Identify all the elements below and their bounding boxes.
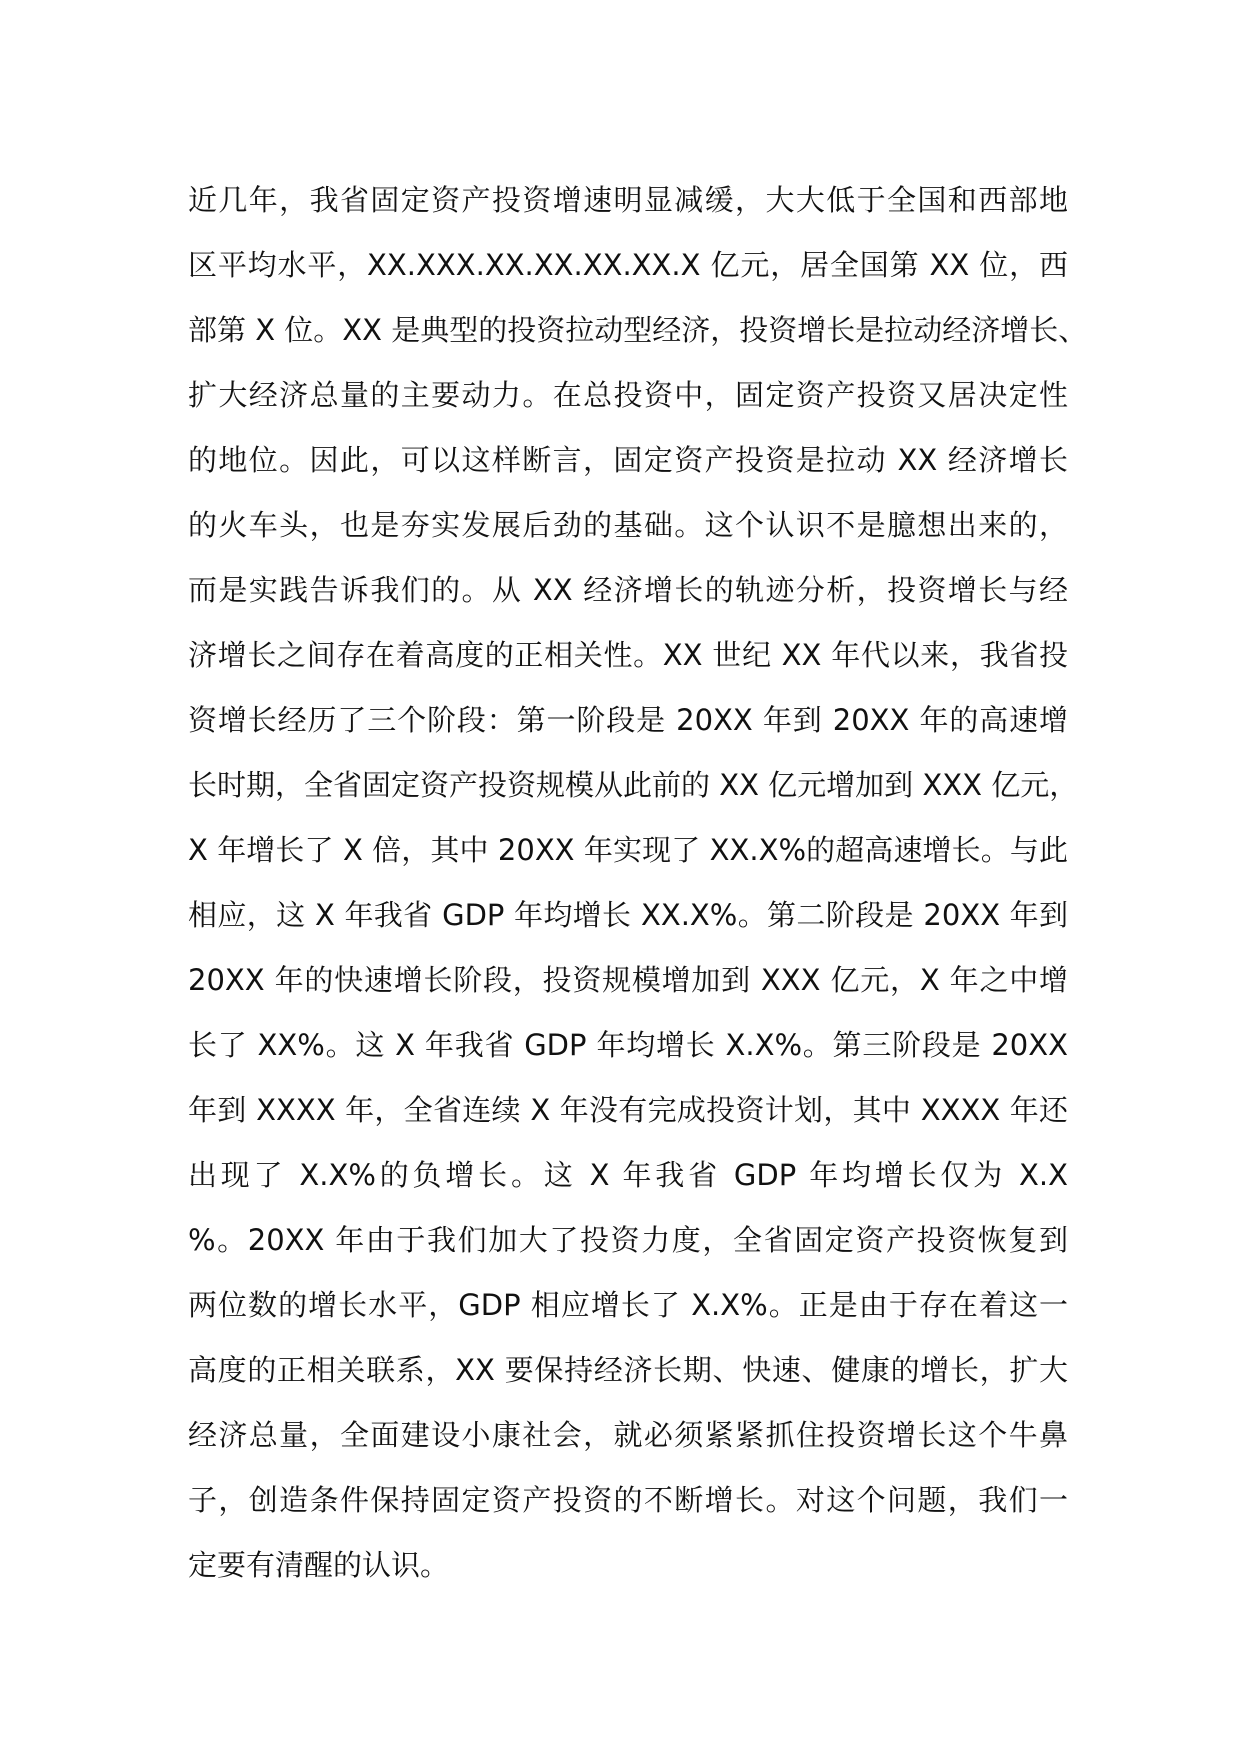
text-line: 出现了 X.X%的负增长。这 X 年我省 GDP 年均增长仅为 X.X: [188, 1158, 1068, 1192]
text-line: 区平均水平，XX.XXX.XX.XX.XX.XX.X 亿元，居全国第 XX 位，西: [188, 248, 1068, 282]
text-line: X 年增长了 X 倍，其中 20XX 年实现了 XX.X%的超高速增长。与此: [188, 833, 1068, 867]
text-line: 长了 XX%。这 X 年我省 GDP 年均增长 X.X%。第三阶段是 20XX: [188, 1028, 1068, 1062]
text-line: 资增长经历了三个阶段：第一阶段是 20XX 年到 20XX 年的高速增: [188, 703, 1068, 737]
text-line: 部第 X 位。XX 是典型的投资拉动型经济，投资增长是拉动经济增长、: [188, 313, 1088, 347]
text-line: %。20XX 年由于我们加大了投资力度，全省固定资产投资恢复到: [188, 1223, 1068, 1257]
text-line: 年到 XXXX 年，全省连续 X 年没有完成投资计划，其中 XXXX 年还: [188, 1093, 1068, 1127]
text-line: 两位数的增长水平，GDP 相应增长了 X.X%。正是由于存在着这一: [188, 1288, 1068, 1322]
text-line: 的地位。因此，可以这样断言，固定资产投资是拉动 XX 经济增长: [188, 443, 1068, 477]
text-line: 子，创造条件保持固定资产投资的不断增长。对这个问题，我们一: [188, 1483, 1068, 1517]
body-paragraph: [188, 168, 1088, 1598]
text-line: 相应，这 X 年我省 GDP 年均增长 XX.X%。第二阶段是 20XX 年到: [188, 898, 1068, 932]
text-line: 20XX 年的快速增长阶段，投资规模增加到 XXX 亿元，X 年之中增: [188, 963, 1068, 997]
text-line: 扩大经济总量的主要动力。在总投资中，固定资产投资又居决定性: [188, 378, 1068, 412]
text-line: 而是实践告诉我们的。从 XX 经济增长的轨迹分析，投资增长与经: [188, 573, 1068, 607]
text-line: 的火车头，也是夯实发展后劲的基础。这个认识不是臆想出来的，: [188, 508, 1068, 542]
text-line: 长时期，全省固定资产投资规模从此前的 XX 亿元增加到 XXX 亿元，: [188, 768, 1079, 802]
text-line: 定要有清醒的认识。: [188, 1548, 450, 1582]
text-line: 济增长之间存在着高度的正相关性。XX 世纪 XX 年代以来，我省投: [188, 638, 1068, 672]
text-line: 高度的正相关联系，XX 要保持经济长期、快速、健康的增长，扩大: [188, 1353, 1068, 1387]
text-line: 近几年，我省固定资产投资增速明显减缓，大大低于全国和西部地: [188, 183, 1068, 217]
text-line: 经济总量，全面建设小康社会，就必须紧紧抓住投资增长这个牛鼻: [188, 1418, 1068, 1452]
